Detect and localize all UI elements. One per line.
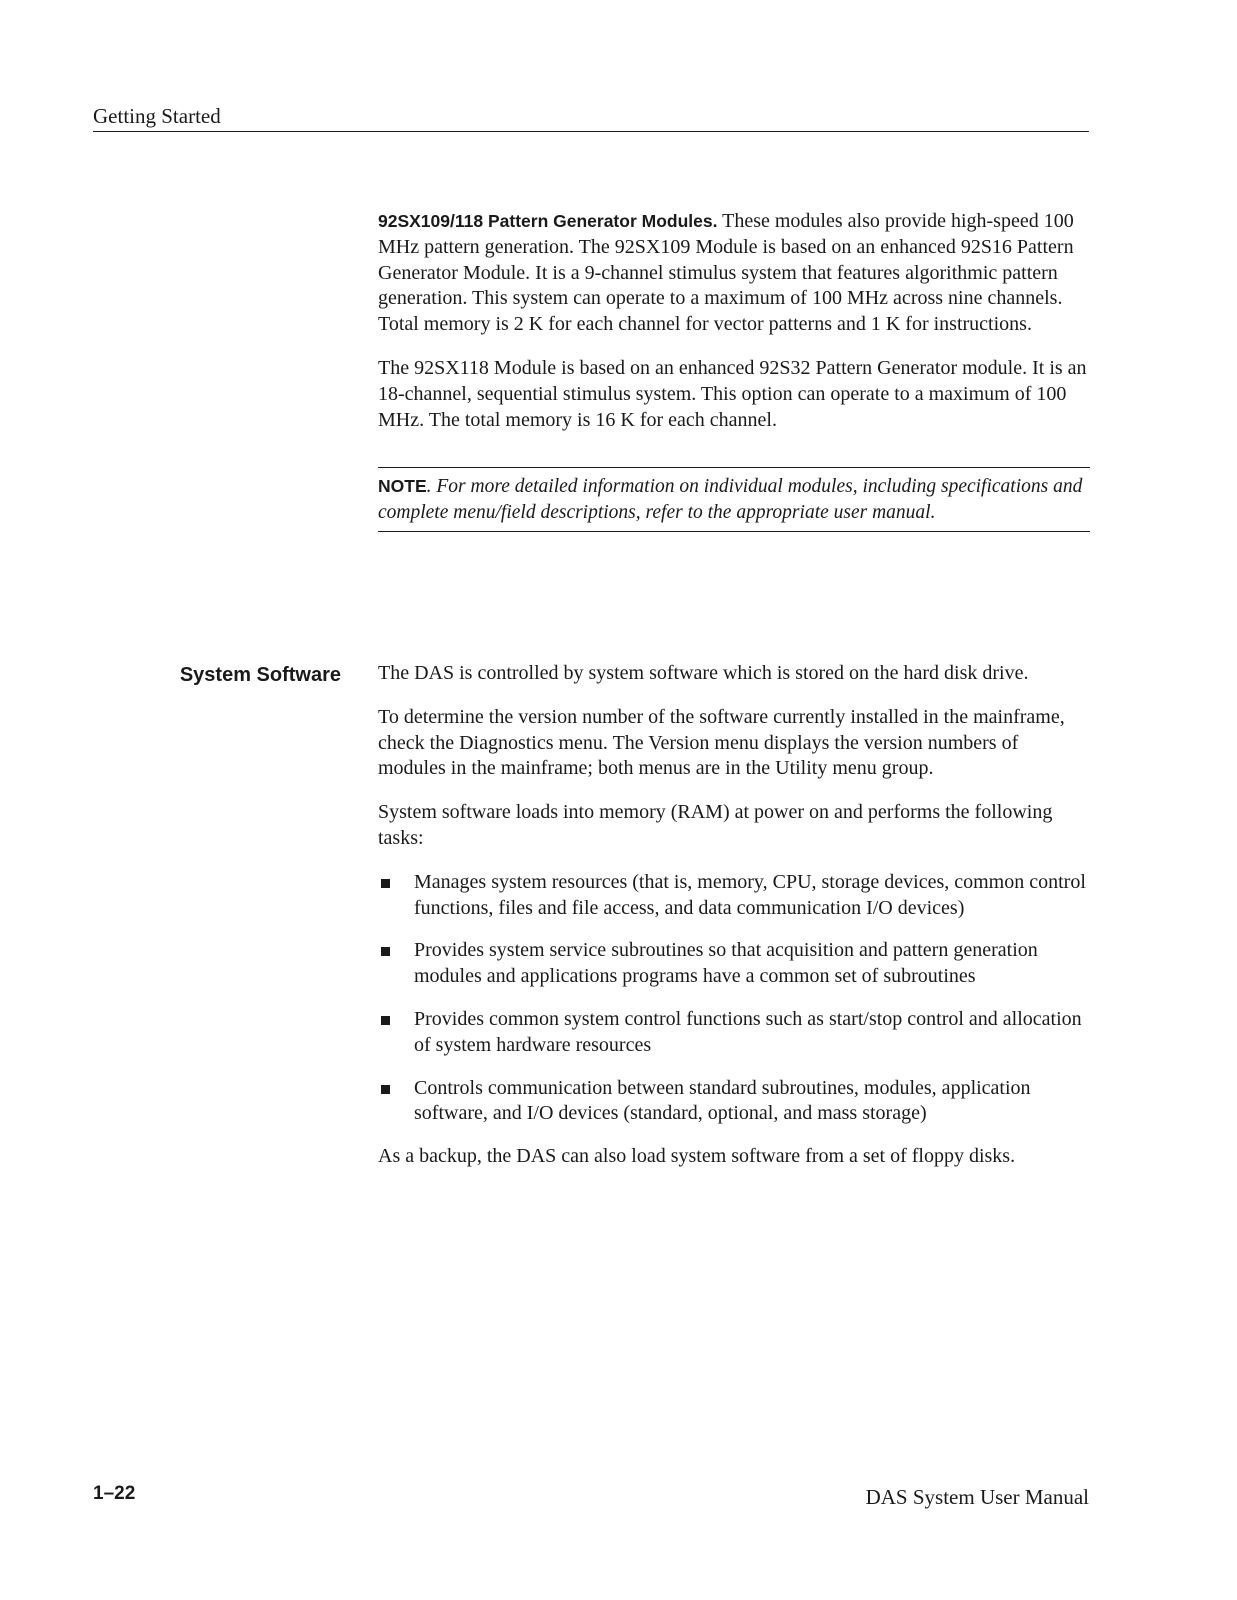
system-software-paragraph-4: As a backup, the DAS can also load system software from a set of floppy disks.	[378, 1145, 1016, 1168]
pattern-generator-block	[378, 209, 1090, 532]
list-item	[378, 1007, 1090, 1059]
system-software-paragraph-3: System software loads into memory (RAM) at power on and performs the following tasks:	[378, 801, 1053, 849]
list-item-text: Provides system service subroutines so that acquisition and pattern generation modules and applications programs have a common set of subroutines	[414, 939, 1038, 988]
square-bullet-icon	[381, 879, 390, 888]
running-header	[93, 103, 1089, 132]
pattern-generator-lead-in: 92SX109/118 Pattern Generator Modules.	[378, 211, 718, 231]
system-software-paragraph-1: The DAS is controlled by system software which is stored on the hard disk drive.	[378, 662, 1029, 684]
pattern-generator-paragraph-1	[378, 209, 1090, 338]
system-software-paragraph-2: To determine the version number of the software currently installed in the mainframe, check the Diagnostics menu. The Version menu displays the version numbers of modules in the mainframe; both menus are in the Utility menu group.	[378, 705, 1065, 780]
manual-title: DAS System User Manual	[865, 1485, 1089, 1509]
pattern-generator-paragraph-2: The 92SX118 Module is based on an enhanced 92S32 Pattern Generator module. It is an 18-channel, sequential stimulus system. This option can operate to a maximum of 100 MHz. The total memory is 16 K for each channel.	[378, 356, 1087, 431]
header-section-title: Getting Started	[93, 104, 221, 128]
square-bullet-icon	[381, 1016, 390, 1025]
system-software-heading: System Software	[179, 664, 341, 686]
system-software-body	[378, 661, 1090, 1188]
pattern-generator-paragraph-1-text: These modules also provide high-speed 100 MHz pattern generation. The 92SX109 Module is based on an enhanced 92S16 Pattern Generator Module. It is a 9-channel stimulus system that features algorithmic pattern generation. This system can operate to a maximum of 100 MHz across nine channels. Total memory is 2 K for each channel for vector patterns and 1 K for instructions.	[378, 210, 1074, 336]
square-bullet-icon	[381, 1085, 390, 1094]
note-text: . For more detailed information on individual modules, including specifications and complete menu/field descriptions, refer to the appropriate user manual.	[378, 476, 1083, 524]
page-number: 1–22	[93, 1483, 136, 1504]
square-bullet-icon	[381, 947, 390, 956]
task-list	[378, 870, 1090, 1127]
note-box	[378, 467, 1090, 532]
note-label: NOTE	[378, 476, 427, 497]
list-item	[378, 870, 1090, 922]
list-item	[378, 938, 1090, 990]
list-item-text: Provides common system control functions such as start/stop control and allocation of system hardware resources	[414, 1007, 1082, 1056]
list-item-text: Manages system resources (that is, memory, CPU, storage devices, common control functions, files and file access, and data communication I/O devices)	[414, 870, 1086, 919]
list-item-text: Controls communication between standard subroutines, modules, application software, and I/O devices (standard, optional, and mass storage)	[414, 1076, 1031, 1125]
list-item	[378, 1076, 1090, 1128]
